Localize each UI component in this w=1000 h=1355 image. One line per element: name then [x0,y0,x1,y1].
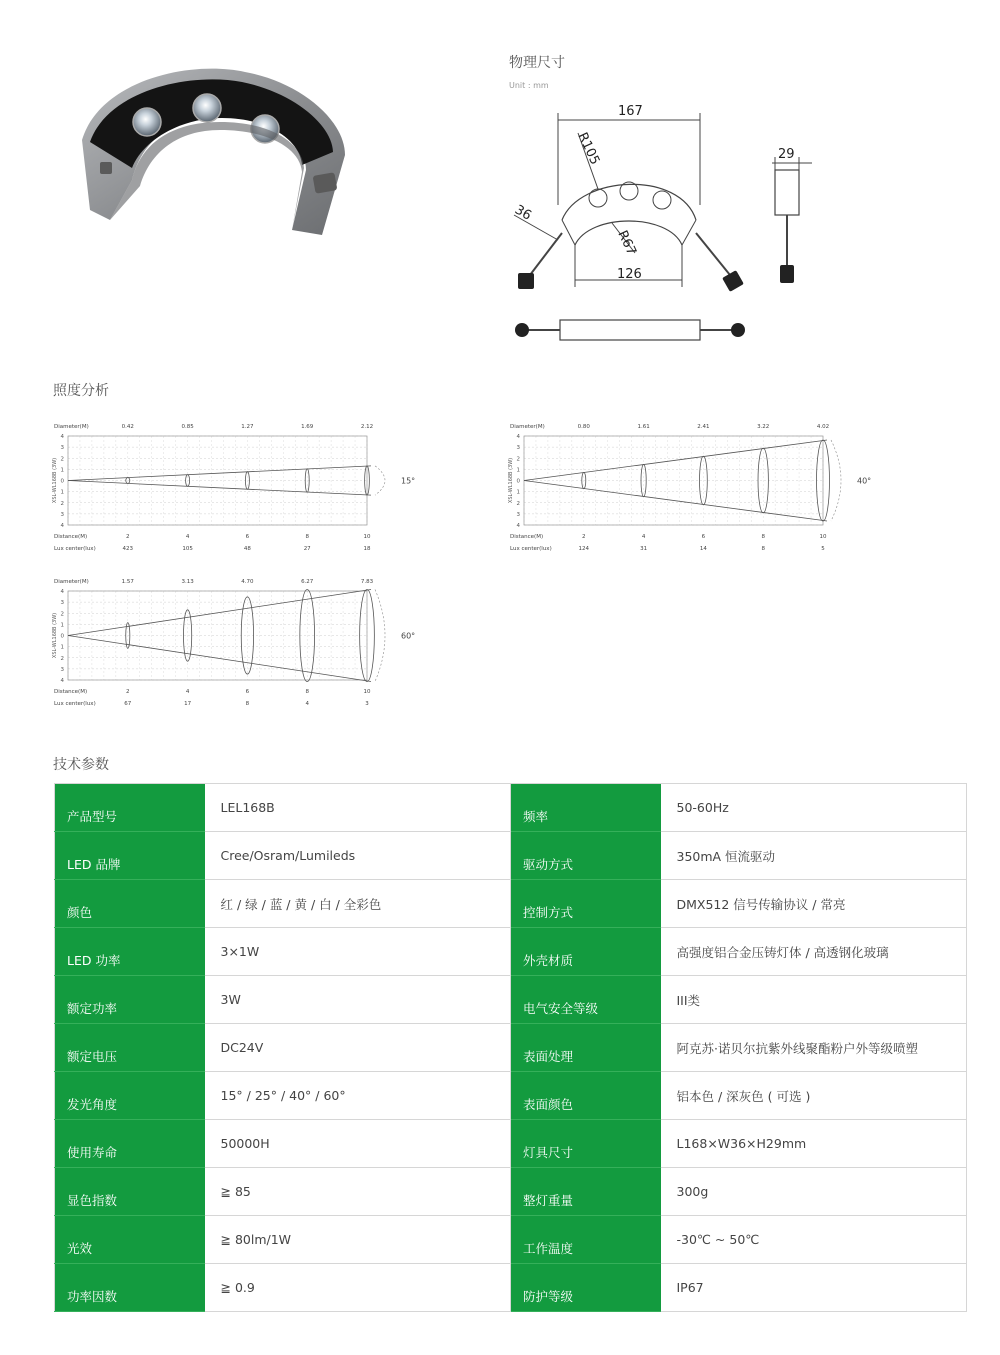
beam-edge-lower [68,636,371,682]
y-tick-label: 1 [60,622,64,629]
diameter-value: 6.27 [301,579,314,585]
model-label: XSL-WL168B (3W) [52,457,58,504]
spec-label: 发光角度 [55,1072,205,1120]
distance-value: 6 [245,534,250,540]
y-tick-label: 2 [516,500,520,507]
distance-value: 4 [185,534,190,540]
spec-row [55,1120,967,1168]
spec-label: 使用寿命 [55,1120,205,1168]
spec-value: ≧ 0.9 [205,1264,511,1312]
beam-chart-15 [50,418,440,558]
lux-label: Lux center(lux) [54,546,96,552]
spec-value: 300g [661,1168,967,1216]
distance-value: 6 [701,534,706,540]
y-tick-label: 2 [60,655,64,662]
distance-value: 2 [126,534,130,540]
spec-row [55,1168,967,1216]
y-tick-label: 3 [60,666,64,673]
spec-label: 工作温度 [511,1216,661,1264]
diameter-label: Diameter(M) [54,579,89,585]
spec-row [55,880,967,928]
beam-edge-lower [68,481,371,496]
spec-value: Cree/Osram/Lumileds [205,832,511,880]
distance-value: 10 [363,689,371,695]
spec-label: 整灯重量 [511,1168,661,1216]
distance-value: 4 [641,534,646,540]
beam-angle-label: 60° [401,631,416,641]
spec-row [55,1072,967,1120]
distance-value: 10 [819,534,827,540]
spec-label: 驱动方式 [511,832,661,880]
diameter-value: 2.41 [697,424,710,430]
dim-r105: R105 [574,130,603,168]
spec-label: 电气安全等级 [511,976,661,1024]
distance-value: 2 [126,689,130,695]
diameter-value: 2.12 [360,424,374,430]
spec-label: 额定电压 [55,1024,205,1072]
lux-value: 14 [699,546,707,552]
y-tick-label: 0 [60,633,64,640]
distance-label: Distance(M) [54,689,88,695]
spec-table [54,783,967,1312]
y-tick-label: 2 [516,456,520,463]
spec-value: 3W [205,976,511,1024]
spec-label: 防护等级 [511,1264,661,1312]
distance-value: 6 [245,689,250,695]
distance-value: 8 [305,689,309,695]
spec-row [55,832,967,880]
dim-29: 29 [778,147,795,162]
y-tick-label: 1 [60,644,64,651]
y-tick-label: 3 [60,600,64,607]
spec-label: 颜色 [55,880,205,928]
diameter-value: 4.02 [816,424,830,430]
distance-value: 8 [761,534,765,540]
distance-value: 2 [582,534,586,540]
model-label: XSL-WL168B (3W) [52,612,58,659]
lux-value: 5 [821,546,825,552]
lux-label: Lux center(lux) [54,701,96,707]
dim-36: 36 [512,202,534,224]
lux-value: 4 [305,701,309,707]
spec-row [55,1216,967,1264]
y-tick-label: 2 [60,611,64,618]
spec-value: ≧ 80lm/1W [205,1216,511,1264]
angle-arc [375,466,385,495]
spec-value: L168×W36×H29mm [661,1120,967,1168]
spec-value: 红 / 绿 / 蓝 / 黄 / 白 / 全彩色 [205,880,511,928]
y-tick-label: 3 [60,445,64,452]
spec-value: 阿克苏·诺贝尔抗紫外线聚酯粉户外等级喷塑 [661,1024,967,1072]
y-tick-label: 1 [516,467,520,474]
y-tick-label: 3 [60,511,64,518]
lux-label: Lux center(lux) [510,546,552,552]
spec-value: DMX512 信号传输协议 / 常亮 [661,880,967,928]
spec-value: DC24V [205,1024,511,1072]
lux-value: 3 [365,701,369,707]
distance-value: 10 [363,534,371,540]
spec-label: 光效 [55,1216,205,1264]
angle-arc [375,590,385,682]
dim-r67: R67 [614,228,639,258]
beam-edge-lower [524,481,827,521]
spec-label: 产品型号 [55,784,205,832]
diameter-label: Diameter(M) [54,424,89,430]
spec-label: LED 功率 [55,928,205,976]
beam-angle-label: 40° [857,476,872,486]
dim-126: 126 [617,267,642,282]
y-tick-label: 1 [516,489,520,496]
lux-value: 67 [124,701,132,707]
diameter-value: 1.57 [121,579,134,585]
diameter-label: Diameter(M) [510,424,545,430]
y-tick-label: 2 [60,500,64,507]
y-tick-label: 3 [516,445,520,452]
lux-value: 48 [243,546,251,552]
spec-value: 350mA 恒流驱动 [661,832,967,880]
diameter-value: 1.69 [301,424,314,430]
spec-value: ≧ 85 [205,1168,511,1216]
y-tick-label: 4 [60,434,64,440]
diameter-value: 4.70 [241,579,254,585]
spec-row [55,784,967,832]
beam-edge-upper [68,590,371,636]
y-tick-label: 4 [60,678,64,684]
distance-label: Distance(M) [54,534,88,540]
beam-edge-upper [68,466,371,481]
dimension-drawing [500,95,830,350]
distance-label: Distance(M) [510,534,544,540]
diameter-value: 1.61 [637,424,650,430]
spec-title: 技术参数 [53,757,109,773]
lux-value: 105 [182,546,193,552]
y-tick-label: 1 [60,489,64,496]
beam-angle-label: 15° [401,476,416,486]
y-tick-label: 1 [60,467,64,474]
illuminance-title: 照度分析 [53,383,109,399]
spec-value: 铝本色 / 深灰色 ( 可选 ) [661,1072,967,1120]
diameter-value: 3.13 [181,579,194,585]
spec-label: 外壳材质 [511,928,661,976]
lux-value: 17 [184,701,192,707]
dimension-title: 物理尺寸 [509,55,565,71]
spec-label: LED 品牌 [55,832,205,880]
y-tick-label: 4 [516,523,520,529]
distance-value: 8 [305,534,309,540]
angle-arc [831,440,841,521]
beam-chart-40 [506,418,896,558]
lux-value: 8 [761,546,765,552]
spec-label: 显色指数 [55,1168,205,1216]
y-tick-label: 3 [516,511,520,518]
diameter-value: 0.80 [577,424,590,430]
beam-chart-60 [50,573,440,713]
diameter-value: 1.27 [241,424,254,430]
lux-value: 18 [363,546,371,552]
diameter-value: 0.85 [181,424,194,430]
spec-value: III类 [661,976,967,1024]
spec-value: LEL168B [205,784,511,832]
spec-label: 表面处理 [511,1024,661,1072]
y-tick-label: 4 [60,589,64,595]
model-label: XSL-WL168B (3W) [508,457,514,504]
spec-label: 控制方式 [511,880,661,928]
distance-value: 4 [185,689,190,695]
spec-label: 额定功率 [55,976,205,1024]
spec-label: 功率因数 [55,1264,205,1312]
y-tick-label: 2 [60,456,64,463]
lux-value: 27 [303,546,311,552]
diameter-value: 3.22 [757,424,770,430]
spec-row [55,1024,967,1072]
spec-label: 频率 [511,784,661,832]
dim-167: 167 [618,104,643,119]
y-tick-label: 0 [516,478,520,485]
y-tick-label: 4 [516,434,520,440]
lux-value: 423 [122,546,134,552]
spec-value: 15° / 25° / 40° / 60° [205,1072,511,1120]
spec-row [55,928,967,976]
spec-value: 50000H [205,1120,511,1168]
lux-value: 31 [640,546,648,552]
unit-label: Unit : mm [509,81,549,90]
lux-value: 124 [578,546,590,552]
product-photo [70,60,360,245]
spec-row [55,976,967,1024]
spec-row [55,1264,967,1312]
spec-value: 3×1W [205,928,511,976]
spec-value: 50-60Hz [661,784,967,832]
lux-value: 8 [245,701,250,707]
y-tick-label: 4 [60,523,64,529]
diameter-value: 7.83 [360,579,374,585]
y-tick-label: 0 [60,478,64,485]
beam-edge-upper [524,440,827,480]
spec-label: 灯具尺寸 [511,1120,661,1168]
spec-label: 表面颜色 [511,1072,661,1120]
spec-value: 高强度铝合金压铸灯体 / 高透钢化玻璃 [661,928,967,976]
spec-value: IP67 [661,1264,967,1312]
diameter-value: 0.42 [121,424,134,430]
spec-value: -30℃ ~ 50℃ [661,1216,967,1264]
